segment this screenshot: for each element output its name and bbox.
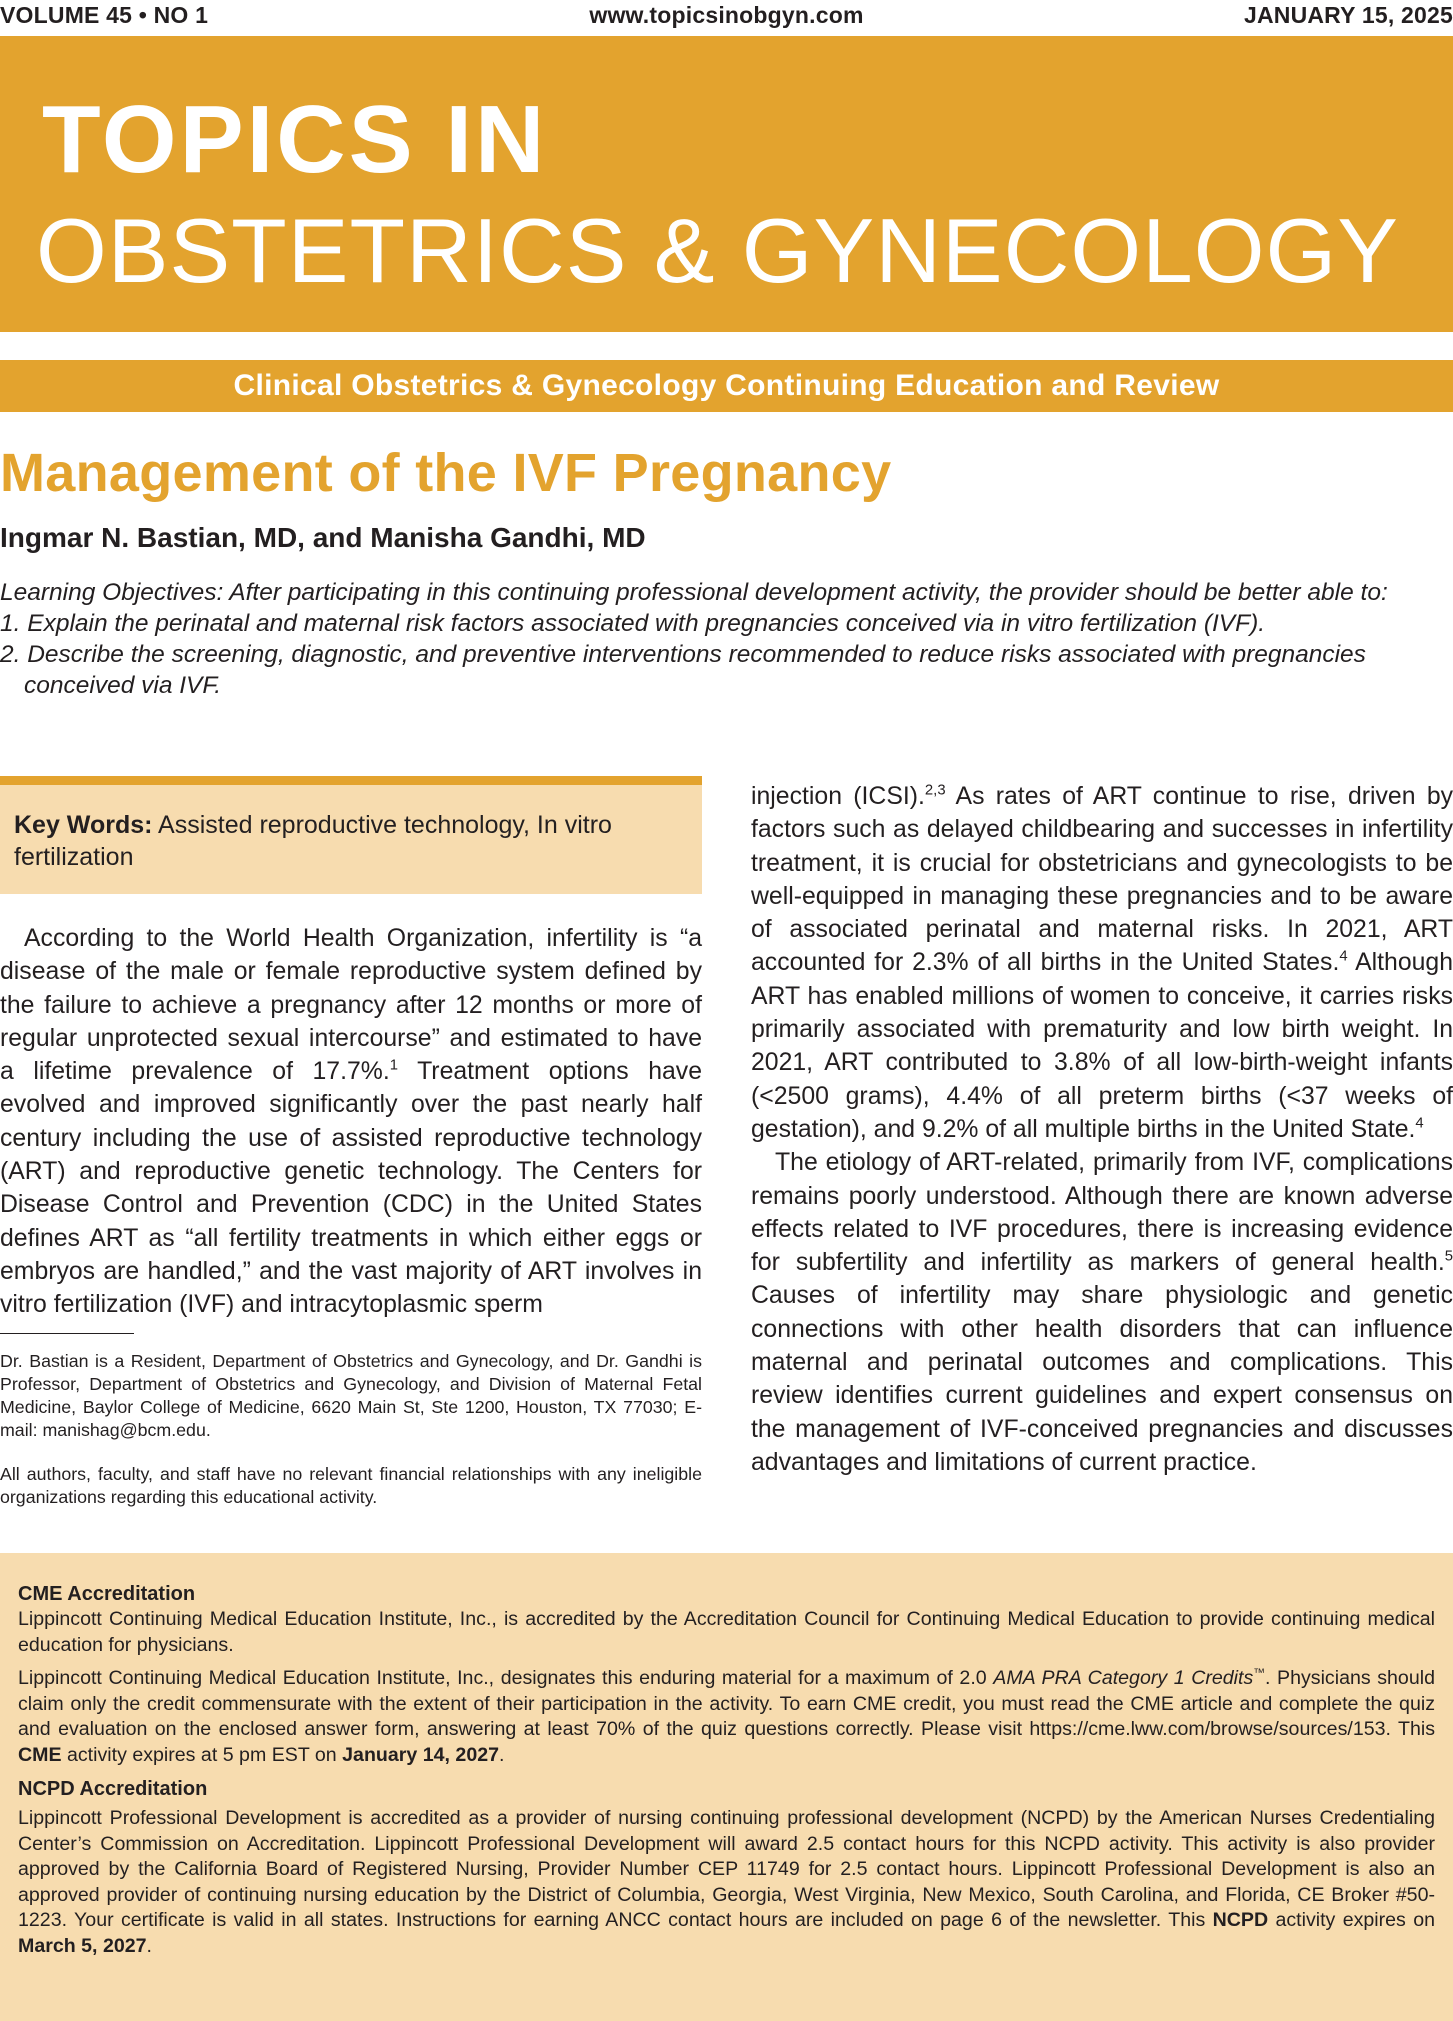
cme-label: CME xyxy=(18,1743,62,1766)
author-affiliation: Dr. Bastian is a Resident, Department of Obstetrics and Gynecology, and Dr. Gandhi is Professor, Department of Obstetrics and Gynecology, and Division of Maternal Fetal Medicine, Baylor College of Medicine, 6620 Main St, Ste 1200, Houston, TX 77030; E-mail: manishag@bcm.edu. xyxy=(0,1351,702,1440)
accreditation-box xyxy=(0,1553,1453,2021)
citation-ref: 5 xyxy=(1444,1248,1453,1265)
cme-paragraph: Lippincott Continuing Medical Education Institute, Inc., is accredited by the Accreditation Council for Continuing Medical Education to provide continuing medical education for physicians. xyxy=(18,1608,1435,1656)
ncpd-label: NCPD xyxy=(1212,1909,1269,1931)
body-column-left xyxy=(0,922,702,1322)
body-text: As rates of ART continue to rise, driven by factors such as delayed childbearing and successes in infertility treatment, it is crucial for obstetricians and gynecologists to be well-equipped in managing these pregnancies and to be aware of associated perinatal and maternal risks. In 2021, ART accounted for 2.3% of all births in the United States. xyxy=(751,783,1453,977)
credit-designation: AMA PRA Category 1 Credits xyxy=(993,1667,1254,1689)
disclosure-statement: All authors, faculty, and staff have no relevant financial relationships with any ineligible organizations regarding this educational activity. xyxy=(0,1464,702,1507)
body-text: Although ART has enabled millions of women to conceive, it carries risks primarily associated with prematurity and low birth weight. In 2021, ART contributed to 3.8% of all low-birth-weight infants (<2500 grams), 4.4% of all preterm births (<37 weeks of gestation), and 9.2% of all multiple births in the United State. xyxy=(751,949,1453,1143)
article-title: Management of the IVF Pregnancy xyxy=(0,443,892,503)
masthead-title-line2: OBSTETRICS & GYNECOLOGY xyxy=(36,201,1399,302)
body-text: The etiology of ART-related, primarily from IVF, complications remains poorly understood. Although there are known adverse effects related to IVF procedures, there is increasing evidence for subfertility and infertility as markers of general health. xyxy=(751,1149,1453,1277)
website-link[interactable]: www.topicsinobgyn.com xyxy=(589,2,864,28)
body-text: Causes of infertility may share physiologic and genetic connections with other health disorders that can influence maternal and perinatal outcomes and complications. This review identifies current guidelines and expert consensus on the management of IVF-conceived pregnancies and discusses advantages and limitations of current practice. xyxy=(751,1282,1453,1476)
body-paragraph xyxy=(751,1146,1453,1479)
keywords-text xyxy=(14,809,688,873)
body-text: According to the World Health Organization, infertility is “a disease of the male or female reproductive system defined by the failure to achieve a pregnancy after 12 months or more of regular unprotected sexual intercourse” and estimated to have a lifetime prevalence of 17.7%. xyxy=(0,925,702,1086)
masthead xyxy=(0,36,1453,332)
footnote-divider xyxy=(0,1333,134,1334)
citation-ref: 2,3 xyxy=(924,782,946,799)
citation-ref: 4 xyxy=(1415,1115,1424,1132)
body-paragraph xyxy=(751,780,1453,1146)
cme-paragraph xyxy=(18,1666,1435,1768)
cme-expiry-date: January 14, 2027 xyxy=(342,1743,500,1766)
cme-text: Lippincott Continuing Medical Education Institute, Inc., designates this enduring material for a maximum of 2.0 xyxy=(18,1667,994,1689)
objective-item: 1. Explain the perinatal and maternal risk factors associated with pregnancies conceived via in vitro fertilization (IVF). xyxy=(0,610,1266,637)
objective-item: 2. Describe the screening, diagnostic, and preventive interventions recommended to reduce risks associated with pregnancies conceived via IVF. xyxy=(0,641,1366,699)
keywords-label: Key Words: xyxy=(14,811,153,839)
ncpd-paragraph xyxy=(18,1806,1435,1959)
ncpd-expiry-date: March 5, 2027 xyxy=(18,1934,147,1957)
ncpd-heading: NCPD Accreditation xyxy=(18,1778,208,1800)
citation-ref: 1 xyxy=(389,1057,398,1074)
issue-header xyxy=(0,0,1453,30)
body-paragraph xyxy=(0,922,702,1322)
keywords-box xyxy=(0,776,702,894)
ncpd-text: activity expires on xyxy=(1268,1909,1435,1931)
ncpd-text: . xyxy=(146,1934,152,1957)
subtitle-banner xyxy=(0,360,1453,412)
keywords-list: Assisted reproductive technology, In vitro fertilization xyxy=(14,811,612,871)
body-text: injection (ICSI). xyxy=(751,783,925,810)
cme-text: . Physicians should claim only the credit commensurate with the extent of their participation in the activity. To earn CME credit, you must read the CME article and complete the quiz and evaluation on the enclosed answer form, answering at least 70% of the quiz questions correctly. Please visit https://cme.lww.com/browse/sources/153. This xyxy=(18,1667,1435,1740)
objectives-intro: Learning Objectives: After participating in this continuing professional development activity, the provider should be better able to: xyxy=(0,579,1388,606)
cme-text: . xyxy=(499,1743,505,1766)
masthead-title-line1: TOPICS IN xyxy=(42,86,548,193)
issue-date: JANUARY 15, 2025 xyxy=(1243,2,1453,28)
learning-objectives xyxy=(0,577,1440,701)
body-column-right xyxy=(751,780,1453,1479)
trademark-mark: ™ xyxy=(1253,1666,1266,1680)
body-text: Treatment options have evolved and improved significantly over the past nearly half century including the use of assisted reproductive technology (ART) and reproductive genetic technology. The Centers for Disease Control and Prevention (CDC) in the United States defines ART as “all fertility treatments in which either eggs or embryos are handled,” and the vast majority of ART involves in vitro fertilization (IVF) and intracytoplasmic sperm xyxy=(0,1058,702,1319)
cme-text: activity expires at 5 pm EST on xyxy=(61,1743,343,1766)
cme-heading: CME Accreditation xyxy=(18,1583,196,1605)
article-authors: Ingmar N. Bastian, MD, and Manisha Gandhi, MD xyxy=(0,522,646,553)
masthead-subtitle: Clinical Obstetrics & Gynecology Continuing Education and Review xyxy=(233,369,1220,402)
citation-ref: 4 xyxy=(1339,949,1348,966)
ncpd-text: Lippincott Professional Development is accredited as a provider of nursing continuing professional development (NCPD) by the American Nurses Credentialing Center’s Commission on Accreditation. Lippincott Professional Development will award 2.5 contact hours for this NCPD activity. This activity is also provider approved by the California Board of Registered Nursing, Provider Number CEP 11749 for 2.5 contact hours. Lippincott Professional Development is also an approved provider of continuing nursing education by the District of Columbia, Georgia, West Virginia, New Mexico, South Carolina, and Florida, CE Broker #50-1223. Your certificate is valid in all states. Instructions for earning ANCC contact hours are included on page 6 of the newsletter. This xyxy=(18,1807,1435,1931)
volume-number: VOLUME 45 • NO 1 xyxy=(0,2,209,28)
